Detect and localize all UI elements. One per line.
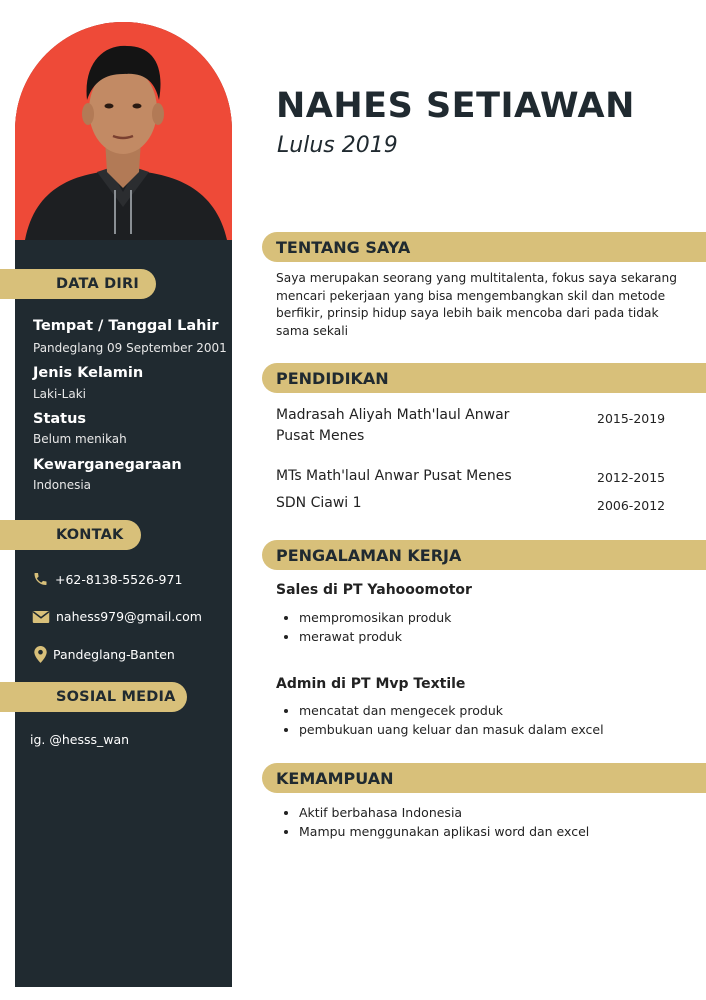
location-text: Pandeglang-Banten [53,647,175,662]
location-pin-icon [34,646,47,663]
email-row[interactable] [32,609,202,624]
job-title: Sales di PT Yahooomotor [276,582,472,598]
skills-list [276,804,589,841]
gender-value: Laki-Laki [33,387,86,401]
birth-value: Pandeglang 09 September 2001 [33,341,227,355]
sosial-media-heading [0,682,187,712]
tentang-heading-label: TENTANG SAYA [276,237,411,257]
pengalaman-heading-label: PENGALAMAN KERJA [276,545,462,565]
person-portrait-icon [15,22,232,240]
list-item: • pembukuan uang keluar dan masuk dalam excel [299,721,604,740]
kontak-heading [0,520,141,550]
instagram-handle[interactable]: ig. @hesss_wan [30,732,130,747]
mail-icon [32,610,50,624]
status-label: Status [33,411,87,427]
data-diri-heading [0,269,156,299]
location-row [34,646,175,663]
education-school: Madrasah Aliyah Math'laul Anwar Pusat Menes [276,407,510,444]
list-item: • merawat produk [299,628,451,647]
list-item: • Aktif berbahasa Indonesia [299,804,589,823]
phone-number: +62-8138-5526-971 [55,571,183,587]
education-school: SDN Ciawi 1 [276,495,362,511]
job-title: Admin di PT Mvp Textile [276,676,466,692]
pendidikan-heading [262,363,706,393]
sosial-media-heading-label: SOSIAL MEDIA [56,689,176,705]
list-item: • Mampu menggunakan aplikasi word dan excel [299,823,589,842]
profile-photo [15,22,232,240]
education-years: 2012-2015 [597,470,666,485]
pengalaman-heading [262,540,706,570]
phone-row[interactable] [32,571,182,587]
about-text: Saya merupakan seorang yang multitalenta, fokus saya sekarang mencari pekerjaan yang bisa mengembangkan skil dan metode berfikir, prinsip hidup saya lebih baik mencoba dari pada tidak sama sekali [276,271,677,338]
job-task-list [276,609,451,646]
citizenship-value: Indonesia [33,478,92,492]
status-value: Belum menikah [33,432,127,446]
kontak-heading-label: KONTAK [56,527,124,543]
gender-label: Jenis Kelamin [33,365,144,381]
education-years: 2006-2012 [597,498,666,513]
education-school: MTs Math'laul Anwar Pusat Menes [276,468,512,484]
list-item: • mencatat dan mengecek produk [299,702,604,721]
person-name: NAHES SETIAWAN [276,86,635,126]
education-years: 2015-2019 [597,411,666,426]
kemampuan-heading [262,763,706,793]
citizenship-label: Kewarganegaraan [33,457,182,473]
email-address: nahess979@gmail.com [56,609,202,624]
phone-icon [32,571,49,587]
job-task-list [276,702,604,739]
pendidikan-heading-label: PENDIDIKAN [276,368,389,388]
person-subtitle: Lulus 2019 [277,133,398,158]
data-diri-heading-label: DATA DIRI [56,276,139,292]
tentang-heading [262,232,706,262]
kemampuan-heading-label: KEMAMPUAN [276,768,394,788]
list-item: • mempromosikan produk [299,609,451,628]
birth-label: Tempat / Tanggal Lahir [33,318,219,334]
